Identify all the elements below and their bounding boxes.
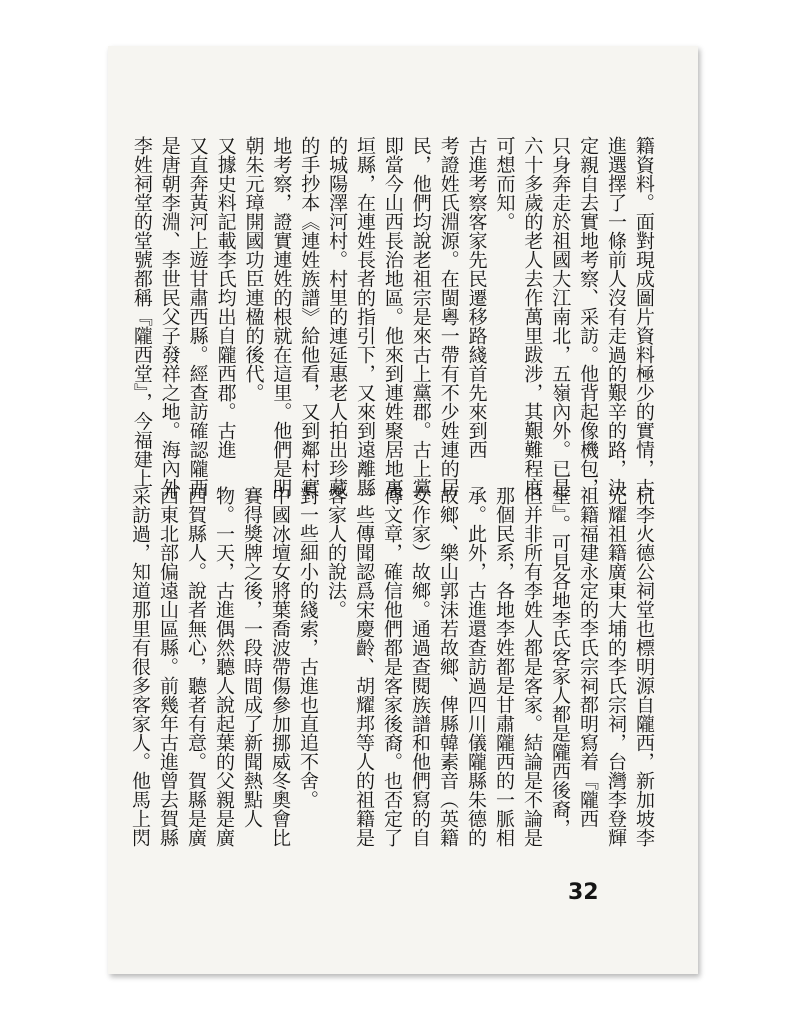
text-column: 但并非所有李姓人都是客家。結論是不論是 <box>521 486 543 847</box>
text-column: 杭李火德公祠堂也標明源自隴西，新加坡李 <box>633 486 655 847</box>
text-column: 女作家）故鄉。通過查閱族譜和他們寫的自 <box>409 486 431 847</box>
text-column: 祖籍福建永定的李氏宗祠都明寫着『隴西 <box>577 486 599 828</box>
text-column: 客家人的說法。 <box>325 486 347 619</box>
book-page <box>108 46 698 974</box>
text-column: 李姓祠堂的堂號都稱『隴西堂』，今福建上 <box>130 136 153 488</box>
text-column: 一些傳聞認爲宋慶齡、胡耀邦等人的祖籍是 <box>353 486 375 847</box>
page-number: 32 <box>568 880 599 905</box>
text-column: 對一些細小的綫索，古進也直追不舍。 <box>297 486 319 809</box>
text-column: 承。此外，古進還查訪過四川儀隴縣朱德的 <box>465 486 487 847</box>
text-column: 賽得獎牌之後，一段時間成了新聞熱點人 <box>241 486 263 828</box>
text-column: 采訪過，知道那里有很多客家人。他馬上閃 <box>129 486 151 847</box>
text-column: 物。一天，古進偶然聽人說起葉的父親是廣 <box>213 486 235 847</box>
text-column: 中國冰壇女將葉喬波帶傷參加挪威冬奧會比 <box>269 486 291 847</box>
upper-text-block <box>128 136 658 516</box>
text-column: 西東北部偏遠山區縣。前幾年古進曾去賀縣 <box>157 486 179 847</box>
text-column: 民，他們均說老祖宗是來古上黨郡。古上黨 <box>409 136 432 497</box>
text-column: 那個民系，各地李姓都是甘肅隴西的一脈相 <box>493 486 515 847</box>
text-column: 籍資料。面對現成圖片資料極少的實情，古 <box>632 136 655 497</box>
text-column: 垣縣，在連姓長者的指引下，又來到遠離縣 <box>354 136 377 497</box>
text-column: 又直奔黃河上遊甘肅西縣。經查訪確認隴西 <box>186 136 209 497</box>
text-column: 可想而知。 <box>493 136 516 231</box>
text-column: 六十多歲的老人去作萬里跋涉，其艱難程度 <box>521 136 544 497</box>
text-column: 考證姓氏淵源。在閩粵一帶有不少姓連的居 <box>437 136 460 497</box>
text-column: 故鄉、樂山郭沫若故鄉、俾縣韓素音（英籍 <box>437 486 459 847</box>
lower-text-block <box>126 486 658 916</box>
text-column: 定親自去實地考察、采訪。他背起像機包， <box>577 136 600 497</box>
text-column: 光耀祖籍廣東大埔的李氏宗祠，台灣李登輝 <box>605 486 627 847</box>
text-column: 古進考察客家先民遷移路綫首先來到西 <box>465 136 488 459</box>
text-column: 又據史料記載李氏均出自隴西郡。古進 <box>214 136 237 459</box>
text-column: 即當今山西長治地區。他來到連姓聚居地裏 <box>381 136 404 497</box>
text-column: 傳文章，確信他們都是客家後裔。也否定了 <box>381 486 403 847</box>
text-column: 堂』。可見各地李氏客家人都是隴西後裔， <box>549 486 571 838</box>
text-column: 西賀縣人。說者無心，聽者有意。賀縣是廣 <box>185 486 207 847</box>
text-column: 進選擇了一條前人沒有走過的艱辛的路，決 <box>605 136 628 497</box>
text-column: 的手抄本《連姓族譜》給他看，又到鄰村實 <box>298 136 321 497</box>
text-column: 是唐朝李淵、李世民父子發祥之地。海內外 <box>158 136 181 497</box>
text-column: 地考察，證實連姓的根就在這里。他們是明 <box>270 136 293 497</box>
text-column: 朝朱元璋開國功臣連楹的後代。 <box>242 136 265 402</box>
text-column: 的城陽澤河村。村里的連延惠老人拍出珍藏 <box>326 136 349 497</box>
text-column: 只身奔走於祖國大江南北，五嶺內外。已是 <box>549 136 572 497</box>
